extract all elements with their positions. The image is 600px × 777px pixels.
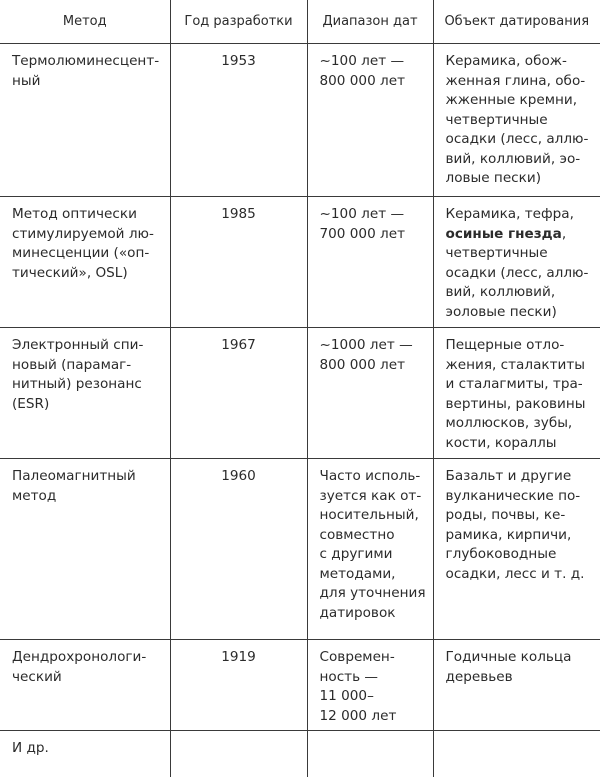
text-line: Метод оптически xyxy=(12,205,162,225)
text-line: нитный) резонанс xyxy=(12,375,162,395)
highlight-text: осиные гнезда xyxy=(446,226,562,242)
text-line: с другими xyxy=(320,545,425,565)
table-row xyxy=(0,459,600,640)
text-line: глубоководные xyxy=(446,545,593,565)
text-line: осадки (лесс, аллю- xyxy=(446,264,593,284)
text-line: 12 000 лет xyxy=(320,707,425,727)
text-line: (ESR) xyxy=(12,395,162,415)
text-line: Дендрохронологи- xyxy=(12,648,162,668)
text-line: Пещерные отло- xyxy=(446,336,593,356)
table-row xyxy=(0,731,600,777)
text-line: тический», OSL) xyxy=(12,264,162,284)
table-row xyxy=(0,328,600,459)
header-row xyxy=(0,0,600,44)
text-line: вулканические по- xyxy=(446,487,593,507)
text-line: моллюсков, зубы, xyxy=(446,414,593,434)
text-line xyxy=(446,225,593,245)
cell-object xyxy=(433,459,600,640)
text-line: ность — xyxy=(320,668,425,688)
cell-year: 1967 xyxy=(170,328,307,459)
header-range: Диапазон дат xyxy=(307,0,433,44)
text-line: И др. xyxy=(12,739,162,759)
text-line: Палеомагнитный xyxy=(12,467,162,487)
text-line: жения, сталактиты xyxy=(446,356,593,376)
text-line: минесценции («оп- xyxy=(12,244,162,264)
text-line: четвертичные xyxy=(446,244,593,264)
text-line: зуется как от- xyxy=(320,487,425,507)
text-line: для уточнения xyxy=(320,584,425,604)
text-line: 700 000 лет xyxy=(320,225,425,245)
text-line: новый (парамаг- xyxy=(12,356,162,376)
text-line: вий, коллювий, эо- xyxy=(446,150,593,170)
cell-method xyxy=(0,44,170,197)
cell-range xyxy=(307,197,433,328)
text-line: женная глина, обо- xyxy=(446,72,593,92)
table-row xyxy=(0,44,600,197)
cell-object xyxy=(433,197,600,328)
text-line: и сталагмиты, тра- xyxy=(446,375,593,395)
cell-year: 1985 xyxy=(170,197,307,328)
cell-object xyxy=(433,640,600,731)
text-line: ческий xyxy=(12,668,162,688)
text-line: Термолюминесцент- xyxy=(12,52,162,72)
text-line: кости, кораллы xyxy=(446,434,593,454)
cell-object xyxy=(433,328,600,459)
text-line: деревьев xyxy=(446,668,593,688)
cell-year: 1953 xyxy=(170,44,307,197)
text-line: Современ- xyxy=(320,648,425,668)
text-line: рамика, кирпичи, xyxy=(446,526,593,546)
cell-range xyxy=(307,459,433,640)
text-line: Базальт и другие xyxy=(446,467,593,487)
header-object: Объект датирования xyxy=(433,0,600,44)
text-line: носительный, xyxy=(320,506,425,526)
cell-method xyxy=(0,640,170,731)
cell-year: 1960 xyxy=(170,459,307,640)
cell-year xyxy=(170,731,307,777)
text-line: вертины, раковины xyxy=(446,395,593,415)
text-line: ~100 лет — xyxy=(320,205,425,225)
cell-range xyxy=(307,44,433,197)
cell-method xyxy=(0,197,170,328)
text-line: роды, почвы, ке- xyxy=(446,506,593,526)
text-line: совместно xyxy=(320,526,425,546)
header-year: Год разработки xyxy=(170,0,307,44)
text-line: Электронный спи- xyxy=(12,336,162,356)
text-line: методами, xyxy=(320,565,425,585)
cell-object xyxy=(433,44,600,197)
text-line: эоловые пески) xyxy=(446,303,593,323)
cell-year: 1919 xyxy=(170,640,307,731)
cell-method xyxy=(0,731,170,777)
text-line: ~100 лет — xyxy=(320,52,425,72)
text-line: Часто исполь- xyxy=(320,467,425,487)
text-line: 800 000 лет xyxy=(320,72,425,92)
cell-range xyxy=(307,328,433,459)
text-line: вий, коллювий, xyxy=(446,283,593,303)
text-line: осадки, лесс и т. д. xyxy=(446,565,593,585)
cell-range xyxy=(307,640,433,731)
text-line: стимулируемой лю- xyxy=(12,225,162,245)
text-line: Керамика, тефра, xyxy=(446,205,593,225)
text-line: ~1000 лет — xyxy=(320,336,425,356)
text-line: датировок xyxy=(320,604,425,624)
punctuation: , xyxy=(562,226,566,242)
text-line: ловые пески) xyxy=(446,169,593,189)
text-line: 11 000– xyxy=(320,687,425,707)
text-line: осадки (лесс, аллю- xyxy=(446,130,593,150)
text-line: 800 000 лет xyxy=(320,356,425,376)
text-line: жженные кремни, xyxy=(446,91,593,111)
cell-method xyxy=(0,459,170,640)
cell-range xyxy=(307,731,433,777)
text-line: Годичные кольца xyxy=(446,648,593,668)
cell-object xyxy=(433,731,600,777)
header-method: Метод xyxy=(0,0,170,44)
text-line: метод xyxy=(12,487,162,507)
table-row xyxy=(0,640,600,731)
text-line: Керамика, обож- xyxy=(446,52,593,72)
text-line: четвертичные xyxy=(446,111,593,131)
text-line: ный xyxy=(12,72,162,92)
cell-method xyxy=(0,328,170,459)
table-row xyxy=(0,197,600,328)
